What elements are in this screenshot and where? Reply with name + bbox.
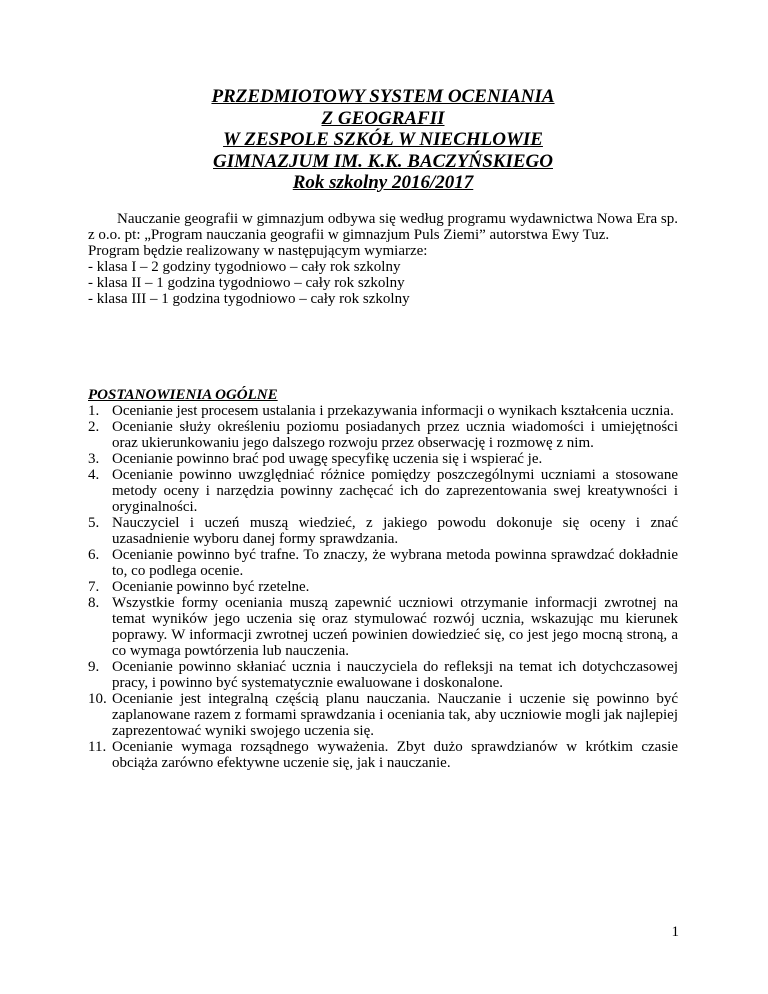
item-number: 8. [88, 594, 100, 611]
page-number: 1 [671, 924, 679, 940]
list-item [88, 451, 678, 467]
list-item [88, 547, 678, 579]
item-number: 10. [88, 690, 107, 707]
item-text: Wszystkie formy oceniania muszą zapewnić uczniowi otrzymanie informacji zwrotnej na temat wyników jego uczenia się oraz stymulować rozwój ucznia, wskazując mu kierunek poprawy. W informacji zwrotnej uczeń powinien dowiedzieć się, co jest jego mocną stroną, a co wymaga powtórzenia lub nauczenia. [112, 594, 678, 659]
schedule-line: - klasa II – 1 godzina tygodniowo – cały rok szkolny [88, 274, 405, 291]
item-text: Ocenianie powinno uwzględniać różnice pomiędzy poszczególnymi uczniami a stosowane metody oceny i narzędzia powinny zachęcać ich do zaprezentowania swej kreatywności i oryginalności. [112, 466, 678, 515]
list-item [88, 467, 678, 515]
list-item [88, 403, 678, 419]
item-number: 6. [88, 546, 100, 563]
title-line: GIMNAZJUM IM. K.K. BACZYŃSKIEGO [213, 150, 553, 172]
title-line: W ZESPOLE SZKÓŁ W NIECHLOWIE [223, 129, 543, 150]
item-text: Ocenianie powinno skłaniać ucznia i nauczyciela do refleksji na temat ich dotychczasowej pracy, i powinno być systematycznie ewaluowane i doskonalone. [112, 658, 678, 691]
item-text: Ocenianie jest integralną częścią planu nauczania. Nauczanie i uczenie się powinno być zaplanowane razem z formami sprawdzania i oceniania tak, aby uczniowie mogli jak najlepiej zaprezentować wyniki swojego uczenia się. [112, 690, 678, 739]
item-number: 4. [88, 466, 100, 483]
document-title [88, 86, 678, 194]
item-number: 5. [88, 514, 100, 531]
intro-paragraph: Nauczanie geografii w gimnazjum odbywa się według programu wydawnictwa Nowa Era sp. z o.o. pt: „Program nauczania geografii w gimnazjum Puls Ziemi” autorstwa Ewy Tuz. [88, 210, 678, 243]
item-number: 11. [88, 738, 107, 755]
list-item [88, 739, 678, 771]
item-text: Ocenianie jest procesem ustalania i przekazywania informacji o wynikach kształcenia ucznia. [112, 402, 674, 419]
item-number: 1. [88, 402, 100, 419]
list-item [88, 419, 678, 451]
list-item [88, 579, 678, 595]
item-number: 7. [88, 578, 100, 595]
item-text: Nauczyciel i uczeń muszą wiedzieć, z jakiego powodu dokonuje się oceny i znać uzasadnienie wyboru danej formy sprawdzania. [112, 514, 678, 547]
item-text: Ocenianie służy określeniu poziomu posiadanych przez ucznia wiadomości i umiejętności oraz ukierunkowaniu jego dalszego rozwoju przez obserwację i rozmowę z nim. [112, 418, 678, 451]
schedule-line: - klasa I – 2 godziny tygodniowo – cały rok szkolny [88, 258, 401, 275]
item-text: Ocenianie powinno być trafne. To znaczy, że wybrana metoda powinna sprawdzać dokładnie to, co podlega ocenie. [112, 546, 678, 579]
list-item [88, 515, 678, 547]
schedule-line: - klasa III – 1 godzina tygodniowo – cały rok szkolny [88, 290, 410, 307]
section-heading: POSTANOWIENIA OGÓLNE [88, 386, 278, 403]
intro-section [88, 211, 678, 307]
title-line: Z GEOGRAFII [321, 107, 445, 129]
schedule-intro: Program będzie realizowany w następującym wymiarze: [88, 242, 428, 259]
item-text: Ocenianie wymaga rozsądnego wyważenia. Zbyt dużo sprawdzianów w krótkim czasie obciąża zarówno efektywne uczenie się, jak i nauczanie. [112, 738, 678, 771]
item-number: 9. [88, 658, 100, 675]
item-text: Ocenianie powinno być rzetelne. [112, 578, 310, 595]
list-item [88, 691, 678, 739]
title-line: PRZEDMIOTOWY SYSTEM OCENIANIA [211, 86, 555, 107]
document-page [88, 0, 678, 771]
list-item [88, 659, 678, 691]
provisions-list [88, 403, 678, 771]
list-item [88, 595, 678, 659]
item-number: 3. [88, 450, 100, 467]
school-year-line: Rok szkolny 2016/2017 [292, 172, 474, 193]
item-text: Ocenianie powinno brać pod uwagę specyfikę uczenia się i wspierać je. [112, 450, 543, 467]
item-number: 2. [88, 418, 100, 435]
